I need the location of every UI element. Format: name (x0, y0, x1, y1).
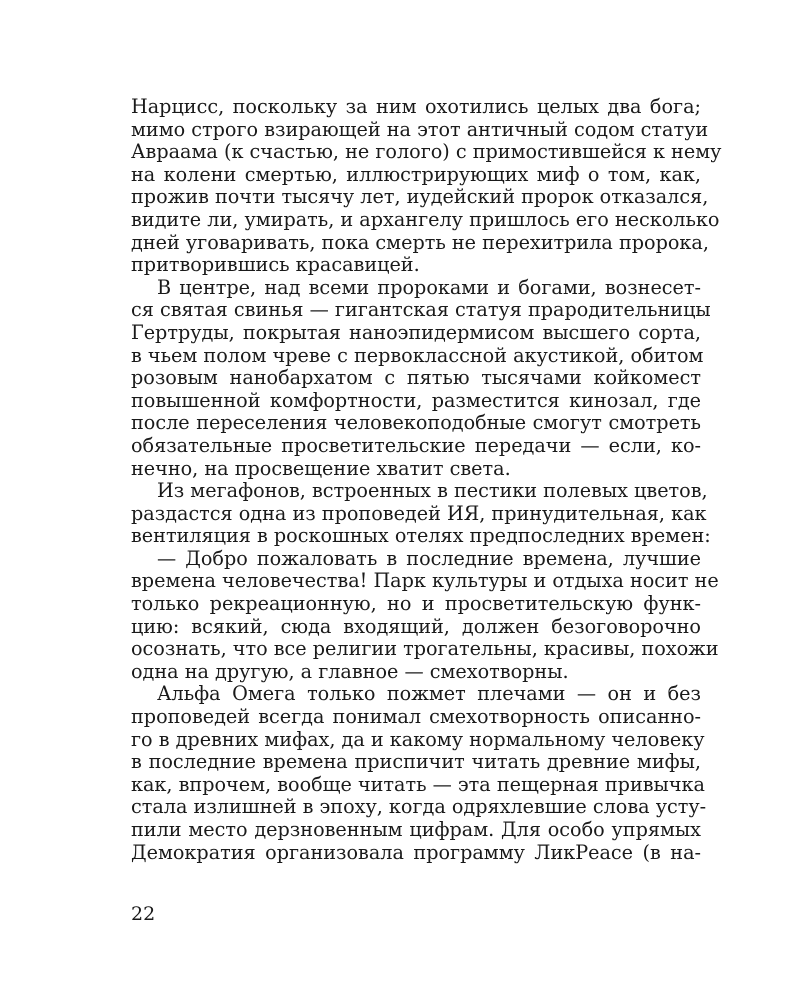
text-line: мимо строго взирающей на этот античный содом статуи (131, 117, 709, 141)
text-line: притворившись красавицей. (131, 253, 420, 277)
text-line: дней уговаривать, пока смерть не перехитрила пророка, (131, 230, 709, 254)
text-line: прожив почти тысячу лет, иудейский пророк отказался, (131, 185, 709, 209)
text-line: пили место дерзновенным цифрам. Для особо упрямых (131, 818, 701, 841)
text-line: Альфа Омега только пожмет плечами — он и без (157, 682, 701, 706)
text-line: Гертруды, покрытая наноэпидермисом высшего сорта, (131, 320, 701, 344)
text-line: — Добро пожаловать в последние времена, лучшие (157, 546, 701, 570)
text-line: нечно, на просвещение хватит света. (131, 456, 511, 480)
text-line: видите ли, умирать, и архангелу пришлось его несколько (131, 207, 720, 231)
text-line: в чьем полом чреве с первоклассной акустикой, обитом (131, 343, 704, 367)
text-line: цию: всякий, сюда входящий, должен безоговорочно (131, 614, 701, 638)
text-line: времена человечества! Парк культуры и отдыха носит не (131, 569, 719, 593)
page-number: 22 (131, 903, 156, 925)
text-line: на колени смертью, иллюстрирующих миф о том, как, (131, 162, 701, 186)
text-line: Авраама (к счастью, не голого) с примостившейся к нему (131, 140, 722, 164)
text-line: одна на другую, а главное — смехотворны. (131, 659, 569, 683)
text-line: после переселения человекоподобные смогут смотреть (131, 411, 701, 435)
text-line: го в древних мифах, да и какому нормальному человеку (131, 727, 705, 751)
text-line: только рекреационную, но и просветительскую функ- (131, 592, 701, 616)
text-line: обязательные просветительские передачи — если, ко- (131, 433, 701, 457)
text-line: ся святая свинья — гигантская статуя прародительницы (131, 298, 711, 322)
text-line: стала излишней в эпоху, когда одряхлевшие слова усту- (131, 795, 707, 819)
text-line: осознать, что все религии трогательны, красивы, похожи (131, 637, 719, 661)
text-line: Нарцисс, поскольку за ним охотились целых два бога; (131, 95, 701, 118)
text-line: розовым нанобархатом с пятью тысячами койкомест (131, 366, 701, 390)
text-line: Демократия организовала программу ЛикРеасе (в на- (131, 840, 701, 864)
text-line: как, впрочем, вообще читать — эта пещерная привычка (131, 772, 705, 796)
text-line: Из мегафонов, встроенных в пестики полевых цветов, (157, 479, 708, 503)
body-text (131, 95, 722, 864)
text-line: раздастся одна из проповедей ИЯ, принудительная, как (131, 501, 707, 525)
text-line: В центре, над всеми пророками и богами, вознесет- (157, 275, 701, 299)
text-line: в последние времена приспичит читать древние мифы, (131, 750, 701, 774)
text-line: вентиляция в роскошных отелях предпоследних времен: (131, 524, 711, 548)
text-line: проповедей всегда понимал смехотворность описанно- (131, 705, 701, 729)
text-line: повышенной комфортности, разместится кинозал, где (131, 388, 701, 412)
